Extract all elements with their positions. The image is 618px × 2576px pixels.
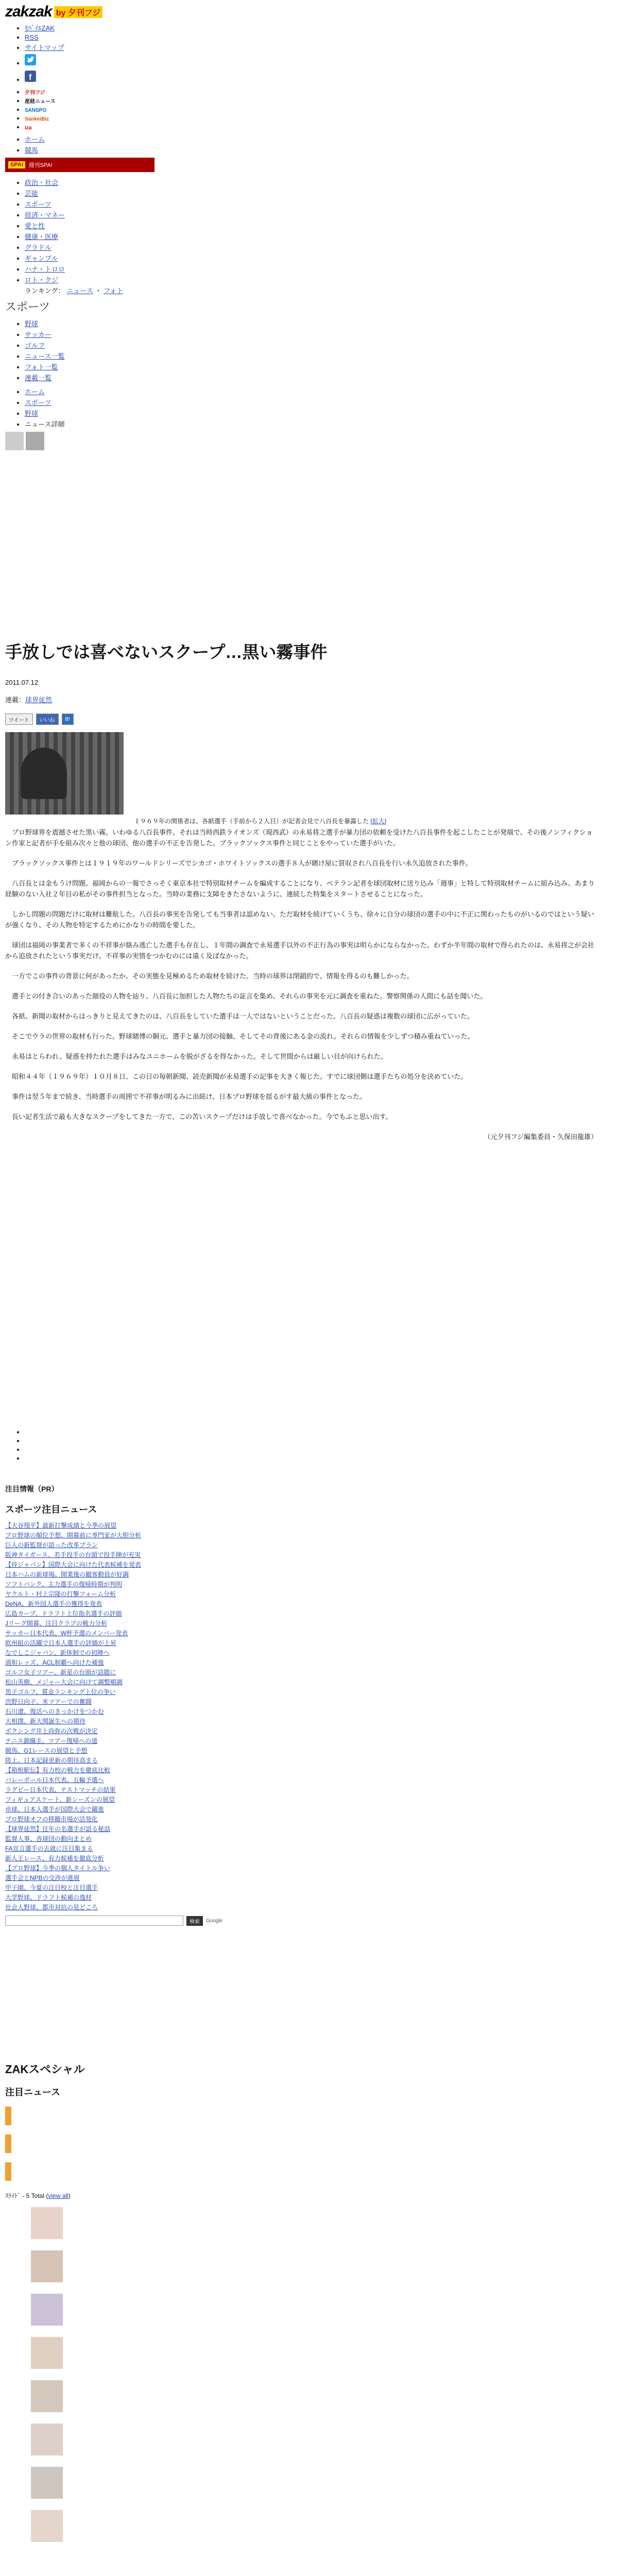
- news-item[interactable]: 監督人事、各球団の動向まとめ: [5, 1835, 92, 1842]
- serial-link[interactable]: 球界徒然: [25, 696, 53, 704]
- list-item: [25, 1428, 613, 1436]
- article-paragraph: 永易はとらわれ、疑惑を持たれた選手はみなユニホームを脱がざるを得なかった。そして世間からは厳しい目が向けられた。: [5, 1053, 387, 1060]
- category-item[interactable]: • ハナ・トロロ: [25, 264, 613, 274]
- news-item[interactable]: 社会人野球、都市対抗の見どころ: [5, 1904, 98, 1911]
- article-paragraph: 球団は福岡の事業者で多くの不祥事が絡み逃亡した選手も存在し、１年間の調査で永易選手以外の不正行為の事実は明らかにならなかった。わずか半年間の取材で得られたのは、永易将之が会社から追放されたという事実だけ。不祥事の実情をつかむのには遠く及ばなかった。: [5, 941, 595, 960]
- article-paragraph: 八百長とは金もうけ問題。福岡からの一報でさっそく東京本社で特別取材チームを編成することになり、ベテラン記者を球団取材に送り込み「週事」と特して特別取材チームに組み込み、あまり経験のない入社２年目の私がその事件担当となった。当時の業務に支障をきたさないように、連続した特集をスタートさせることになった。: [5, 879, 595, 898]
- news-item[interactable]: Jリーグ開幕、注目クラブの戦力分析: [5, 1620, 108, 1627]
- news-item[interactable]: サッカー日本代表、W杯予選のメンバー発表: [5, 1630, 128, 1637]
- search-bar: [5, 1916, 613, 1926]
- sports-news: [5, 1484, 613, 1926]
- banner-tag: SPA!: [8, 161, 25, 168]
- news-item[interactable]: なでしこジャパン、新体制での初陣へ: [5, 1649, 110, 1656]
- thumbnail[interactable]: [26, 432, 44, 450]
- article-serial: [5, 694, 613, 704]
- list-item: [25, 1437, 613, 1445]
- logo-text: zakzak: [5, 3, 52, 20]
- article-paragraph: 一方でこの事件の背景に何があったか。その実態を見極めるため取材を続けた。当時の球界は閉鎖的で、情報を得るのも難しかった。: [5, 972, 414, 980]
- category-item[interactable]: • ロト・クジ: [25, 275, 613, 284]
- article-paragraph: 長い記者生活で最も大きなスクープをしてきた一方で、この苦いスクープだけは手放しで喜べなかった。今でもふと思い出す。: [5, 1113, 392, 1121]
- attention-items: [5, 2107, 613, 2181]
- news-item[interactable]: 渋野日向子、米ツアーでの奮闘: [5, 1698, 92, 1705]
- site-header: [5, 3, 613, 450]
- category-item[interactable]: • グラドル: [25, 242, 613, 252]
- photo-caption: １９６９年の関係者は、各紙選手（手前から２人目）が記者会見で八百長を暴露した: [134, 818, 369, 825]
- category-item[interactable]: • 健康・医療: [25, 231, 613, 241]
- news-item[interactable]: ヤクルト・村上宗隆の打撃フォーム分析: [5, 1590, 116, 1598]
- news-item[interactable]: プロ野球の順位予想、開幕前に専門家が大胆分析: [5, 1532, 142, 1539]
- news-item[interactable]: 陸上、日本記録更新の期待高まる: [5, 1757, 98, 1764]
- news-item[interactable]: 浦和レッズ、ACL制覇へ向けた補強: [5, 1659, 104, 1666]
- category-item[interactable]: • ギャンブル: [25, 253, 613, 263]
- search-powered: Google: [206, 1918, 223, 1924]
- slide-thumbnail[interactable]: [31, 2294, 63, 2326]
- news-item[interactable]: 松山英樹、メジャー大会に向けて調整順調: [5, 1679, 123, 1686]
- news-item[interactable]: 【箱根駅伝】有力校の戦力を徹底比較: [5, 1767, 111, 1774]
- attention-heading: 注目ニュース: [5, 2087, 61, 2097]
- news-item[interactable]: ソフトバンク、主力選手の復帰時期が判明: [5, 1581, 123, 1588]
- slide-thumbnail[interactable]: [31, 2337, 63, 2369]
- news-item[interactable]: 甲子園、今夏の注目校と注目選手: [5, 1884, 98, 1891]
- slide-thumbnail[interactable]: [31, 2510, 63, 2542]
- slide-thumbnail[interactable]: [31, 2250, 63, 2282]
- serial-label: 連載：: [5, 696, 26, 704]
- news-list: [5, 1521, 613, 1911]
- news-item[interactable]: 選手会とNPBの交渉が進展: [5, 1874, 80, 1882]
- news-item[interactable]: 石川遼、復活へのきっかけをつかむ: [5, 1708, 105, 1715]
- sports-nav-item[interactable]: • 連載一覧: [25, 372, 613, 382]
- sports-nav-item[interactable]: • 野球: [25, 318, 613, 328]
- news-item[interactable]: DeNA、新外国人選手の獲得を発表: [5, 1600, 102, 1607]
- article-paragraph: 事件は翌５年まで続き、当時選手の周囲で不祥事が明るみに出続け、日本プロ野球を揺るがす最大級の事件となった。: [5, 1093, 366, 1100]
- search-input[interactable]: [5, 1916, 183, 1926]
- news-item[interactable]: 日本ハムの新球場、開業後の観客動員が好調: [5, 1571, 129, 1578]
- thumb-row: [5, 432, 613, 450]
- list-item: [25, 1454, 613, 1462]
- thumbnail[interactable]: [5, 432, 24, 450]
- news-item[interactable]: 新人王レース、有力候補を徹底分析: [5, 1855, 104, 1862]
- sports-nav: [5, 318, 613, 382]
- attention-item[interactable]: [5, 2107, 11, 2125]
- news-item[interactable]: 卓球、日本人選手が国際大会で躍進: [5, 1806, 105, 1813]
- slide-thumbnail[interactable]: [31, 2380, 63, 2412]
- article-paragraph: そこでウラの世界の取材も行った。野球賭博の胴元、選手と暴力団の接触、そしてその背後にある金の流れ。それらの情報を少しずつ積み重ねていった。: [5, 1032, 474, 1040]
- ranking-label: ランキング：: [25, 287, 65, 295]
- news-item[interactable]: 欧州組の活躍で日本人選手の評価が上昇: [5, 1639, 117, 1647]
- article-paragraph: 各紙、新聞の取材からはっきりと見えてきたのは、八百長をしていた選手は一人ではないということだった。八百長の疑惑は複数の球団に広がっていた。: [5, 1012, 474, 1020]
- article-author: （元夕刊フジ編集委員・久保田龍雄）: [484, 1133, 597, 1141]
- sports-nav-item[interactable]: • サッカー: [25, 329, 613, 339]
- ad-label: 注目情報（PR）: [5, 1485, 59, 1493]
- header-link[interactable]: • RSS: [25, 33, 613, 41]
- article-photo[interactable]: [5, 732, 124, 815]
- search-button[interactable]: 検索: [186, 1916, 203, 1926]
- slide-thumbnail[interactable]: [31, 2207, 63, 2239]
- header-link[interactable]: • ﾓﾊﾞｲﾙZAK: [25, 23, 613, 32]
- news-item[interactable]: 【プロ野球】今季の個人タイトル争い: [5, 1865, 110, 1872]
- news-item[interactable]: ボクシング井上尚弥の次戦が決定: [5, 1727, 98, 1735]
- sports-nav-item[interactable]: • ニュース一覧: [25, 351, 613, 361]
- list-item: [25, 1446, 613, 1453]
- breadcrumb-item: • ニュース詳細: [25, 419, 613, 429]
- category-item[interactable]: • 経済・マネー: [25, 210, 613, 219]
- slide-thumbnail[interactable]: [31, 2424, 63, 2455]
- news-heading: スポーツ注目ニュース: [5, 1504, 97, 1515]
- news-item[interactable]: 大相撲、新大関誕生への期待: [5, 1718, 86, 1725]
- news-item[interactable]: プロ野球オフの移籍市場が活発化: [5, 1816, 98, 1823]
- spa-banner[interactable]: [5, 158, 154, 172]
- partner-logo[interactable]: • iza: [25, 123, 613, 131]
- news-item[interactable]: 大学野球、ドラフト候補の逸材: [5, 1894, 92, 1901]
- empty-list: [5, 1427, 613, 1463]
- article-paragraph: 昭和４４年（１９６９年）１０月８日、この日の毎朝新聞、読売新聞が永易選手の記事を大きく報じた。すでに球団側は選手たちの処分を決めていた。: [5, 1073, 468, 1080]
- sports-nav-item[interactable]: • ゴルフ: [25, 340, 613, 350]
- partner-logo[interactable]: • SankeiBiz: [25, 114, 613, 122]
- section-title: スポーツ: [5, 300, 50, 313]
- news-item[interactable]: 広島カープ、ドラフト上位指名選手の評価: [5, 1610, 122, 1617]
- hatena-button[interactable]: B!: [62, 714, 74, 725]
- news-item[interactable]: 巨人の新監督が語った改革プラン: [5, 1541, 98, 1549]
- news-item[interactable]: 阪神タイガース、若手投手の台頭で投手陣が充実: [5, 1551, 141, 1558]
- breadcrumb-item[interactable]: • スポーツ: [25, 397, 613, 407]
- category-item[interactable]: • 芸能: [25, 188, 613, 198]
- slideshow-label: ｽﾗｲﾄﾞ - 5 Total (view all): [5, 2192, 71, 2199]
- header-links: [5, 23, 613, 52]
- top-nav-item[interactable]: • ホーム: [25, 134, 613, 144]
- category-item[interactable]: • 政治・社会: [25, 177, 613, 187]
- header-link[interactable]: • サイトマップ: [25, 42, 613, 52]
- top-nav: [5, 134, 613, 155]
- attention-item[interactable]: [5, 2134, 11, 2153]
- logo-sub: by 夕刊フジ: [54, 6, 102, 18]
- ranking-photo-link[interactable]: フォト: [103, 287, 124, 295]
- breadcrumb-item[interactable]: • ホーム: [25, 386, 613, 396]
- news-item[interactable]: 競馬、G1レースの展望と予想: [5, 1747, 88, 1754]
- breadcrumb: [5, 386, 613, 429]
- twitter-icon[interactable]: [25, 54, 613, 70]
- category-item[interactable]: • スポーツ: [25, 199, 613, 209]
- news-item[interactable]: フィギュアスケート、新シーズンの展望: [5, 1796, 115, 1803]
- article: [5, 639, 613, 1142]
- news-item[interactable]: バレーボール日本代表、五輪予選へ: [5, 1776, 104, 1784]
- breadcrumb-item[interactable]: • 野球: [25, 408, 613, 418]
- attention-item[interactable]: [5, 2162, 11, 2181]
- site-logo[interactable]: [5, 3, 613, 21]
- social-icons: [5, 54, 613, 86]
- photo-enlarge-link[interactable]: [拡大]: [370, 818, 387, 825]
- svg-text:f: • f: [29, 73, 32, 82]
- photo-caption-block: [134, 817, 597, 825]
- article-paragraph: プロ野球界を震撼させた黒い霧。いわゆる八百長事件。それは当時西鉄ライオンズ（現西武）の永易将之選手が暴力団の依頼を受けた八百長事件を起こしたことが発端で、その後ノンフィクション作家と記者が手を組み次々と他の球団、他の選手の不正を告発した。ブラックソックス事件と同じことをやっていた選手がいた。: [5, 828, 593, 847]
- share-bar: [5, 714, 613, 725]
- tweet-button[interactable]: ツイート: [5, 714, 33, 725]
- article-body: [5, 827, 597, 1142]
- article-paragraph: ブラックソックス事件とは１９１９年のワールドシリーズでシカゴ・ホワイトソックスの選手８人が賭け屋に買収され八百長を行い永久追放された事件。: [5, 859, 472, 867]
- zak-special-heading: ZAKスペシャル: [5, 2063, 85, 2076]
- ranking-links: ランキング： ニュース ・ フォト: [25, 287, 124, 295]
- news-item[interactable]: FA宣言選手の去就に注目集まる: [5, 1845, 93, 1852]
- category-nav: [5, 177, 613, 284]
- view-all-link[interactable]: view all: [48, 2192, 68, 2199]
- zak-special: [5, 2061, 613, 2553]
- news-item[interactable]: ゴルフ女子ツアー、新星の台頭が話題に: [5, 1669, 116, 1676]
- ranking-news-link[interactable]: ニュース: [66, 287, 93, 295]
- partner-logos: [5, 88, 613, 131]
- slideshow: [5, 2207, 613, 2542]
- article-date: 2011.07.12: [5, 679, 39, 686]
- article-title: 手放しでは喜べないスクープ…黒い霧事件: [5, 642, 328, 662]
- category-item[interactable]: • 愛と性: [25, 221, 613, 230]
- news-item[interactable]: 【大谷翔平】最新打撃成績と今季の展望: [5, 1522, 117, 1529]
- news-item[interactable]: テニス錦織圭、ツアー復帰への道: [5, 1737, 98, 1744]
- partner-logo[interactable]: • 夕刊フジ: [25, 88, 613, 96]
- partner-logo[interactable]: • 産経ニュース: [25, 97, 613, 105]
- slide-thumbnail[interactable]: [31, 2467, 63, 2499]
- news-item[interactable]: 【球界徒然】往年の名選手が語る秘話: [5, 1825, 111, 1833]
- article-paragraph: しかし問題の問題だけに取材は難航した。八百長の事実を告発しても当事者は認めない。ただ取材を続けていくうち、徐々に自分の球団の選手の中に不正に関わったものがいるのではという疑いが強くなり、その人物を特定するためにかなりの時間を要した。: [5, 910, 594, 929]
- banner-text: 週刊SPA!: [28, 162, 53, 168]
- news-item[interactable]: 男子ゴルフ、賞金ランキング上位の争い: [5, 1688, 116, 1696]
- news-item[interactable]: 【侍ジャパン】国際大会に向けた代表候補を発表: [5, 1561, 141, 1568]
- partner-logo[interactable]: • SANSPO: [25, 106, 613, 113]
- news-item[interactable]: ラグビー日本代表、テストマッチの結果: [5, 1786, 116, 1793]
- like-button[interactable]: いいね: [36, 714, 59, 725]
- top-nav-item[interactable]: • 競馬: [25, 145, 613, 155]
- article-paragraph: 選手との付き合いのあった顔役の人物を辿り、八百長に加担した人物たちの証言を集め、それらの事実を元に調査を重ねた。警察関係の人間にも話を聞いた。: [5, 992, 487, 1000]
- facebook-icon[interactable]: [25, 71, 613, 86]
- sports-nav-item[interactable]: • フォト一覧: [25, 362, 613, 371]
